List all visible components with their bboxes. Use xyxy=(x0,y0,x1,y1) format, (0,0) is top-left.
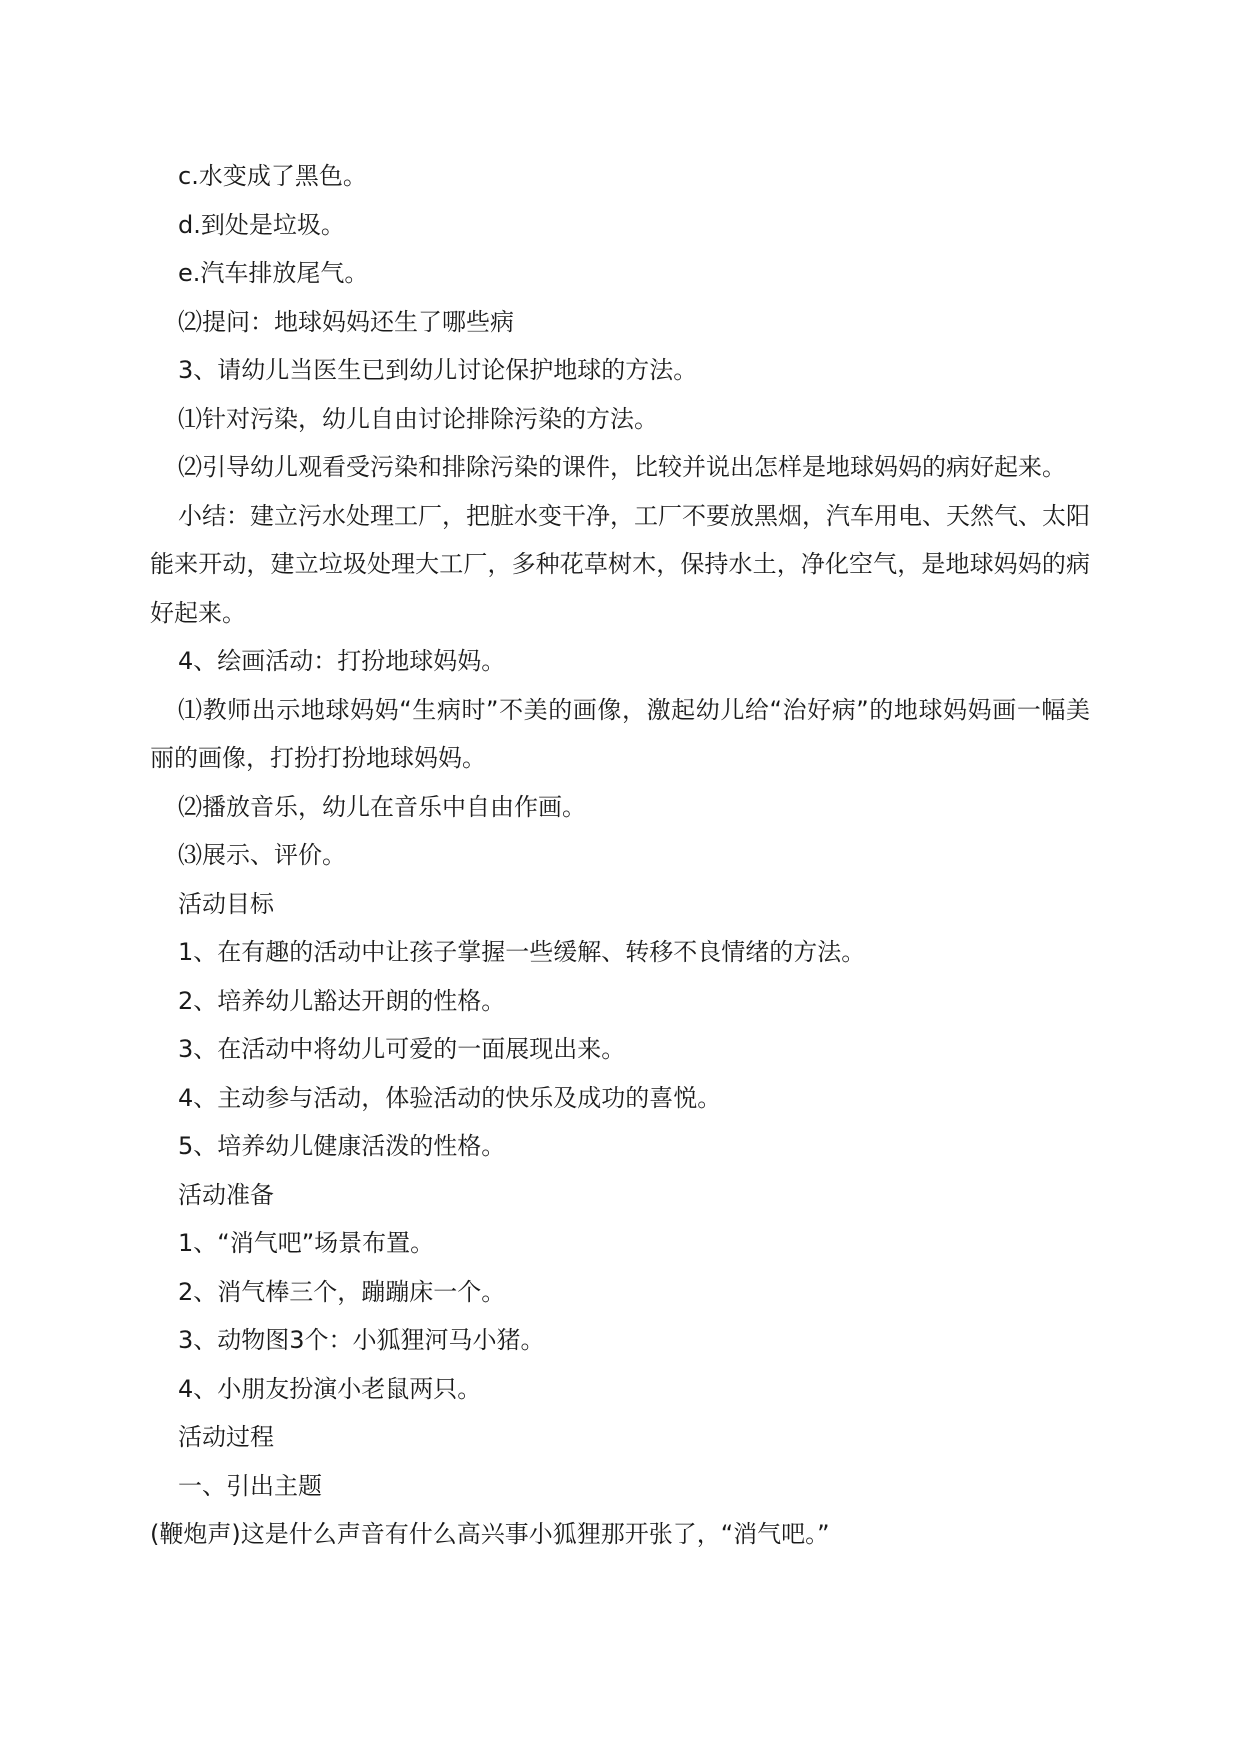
question-line: ⑵提问：地球妈妈还生了哪些病 xyxy=(178,307,514,336)
goal-item-5: 5、培养幼儿健康活泼的性格。 xyxy=(178,1132,506,1160)
process-step-1-text: (鞭炮声)这是什么声音有什么高兴事小狐狸那开张了，“消气吧。” xyxy=(150,1520,830,1548)
section-heading-goals: 活动目标 xyxy=(178,889,274,918)
goal-item-3: 3、在活动中将幼儿可爱的一面展现出来。 xyxy=(178,1035,626,1063)
step-4-item-2: ⑵播放音乐，幼儿在音乐中自由作画。 xyxy=(178,792,586,821)
prep-item-4: 4、小朋友扮演小老鼠两只。 xyxy=(178,1374,482,1403)
section-heading-preparation: 活动准备 xyxy=(178,1180,274,1209)
step-3-item-1: ⑴针对污染，幼儿自由讨论排除污染的方法。 xyxy=(178,404,658,433)
goal-item-2: 2、培养幼儿豁达开朗的性格。 xyxy=(178,986,506,1015)
prep-item-2: 2、消气棒三个，蹦蹦床一个。 xyxy=(178,1277,506,1306)
prep-item-1: 1、“消气吧”场景布置。 xyxy=(178,1229,435,1257)
list-item-c: c.水变成了黑色。 xyxy=(178,162,367,190)
step-3-heading: 3、请幼儿当医生已到幼儿讨论保护地球的方法。 xyxy=(178,356,698,384)
list-item-d: d.到处是垃圾。 xyxy=(178,210,345,239)
goal-item-4: 4、主动参与活动，体验活动的快乐及成功的喜悦。 xyxy=(178,1083,722,1112)
step-4-item-3: ⑶展示、评价。 xyxy=(178,841,346,869)
goal-item-1: 1、在有趣的活动中让孩子掌握一些缓解、转移不良情绪的方法。 xyxy=(178,938,866,966)
process-step-1-heading: 一、引出主题 xyxy=(178,1471,322,1500)
summary-paragraph: 小结：建立污水处理工厂，把脏水变干净，工厂不要放黑烟，汽车用电、天然气、太阳能来开动，建立垃圾处理大工厂，多种花草树木，保持水土，净化空气，是地球妈妈的病好起来。 xyxy=(150,501,1090,627)
step-4-heading: 4、绘画活动：打扮地球妈妈。 xyxy=(178,647,506,675)
step-4-item-1: ⑴教师出示地球妈妈“生病时”不美的画像，激起幼儿给“治好病”的地球妈妈画一幅美丽的画像，打扮打扮地球妈妈。 xyxy=(150,695,1090,772)
prep-item-3: 3、动物图3个：小狐狸河马小猪。 xyxy=(178,1326,545,1354)
document-body xyxy=(150,152,1090,1559)
list-item-e: e.汽车排放尾气。 xyxy=(178,259,369,287)
step-3-item-2: ⑵引导幼儿观看受污染和排除污染的课件，比较并说出怎样是地球妈妈的病好起来。 xyxy=(178,453,1066,481)
section-heading-process: 活动过程 xyxy=(178,1423,274,1451)
